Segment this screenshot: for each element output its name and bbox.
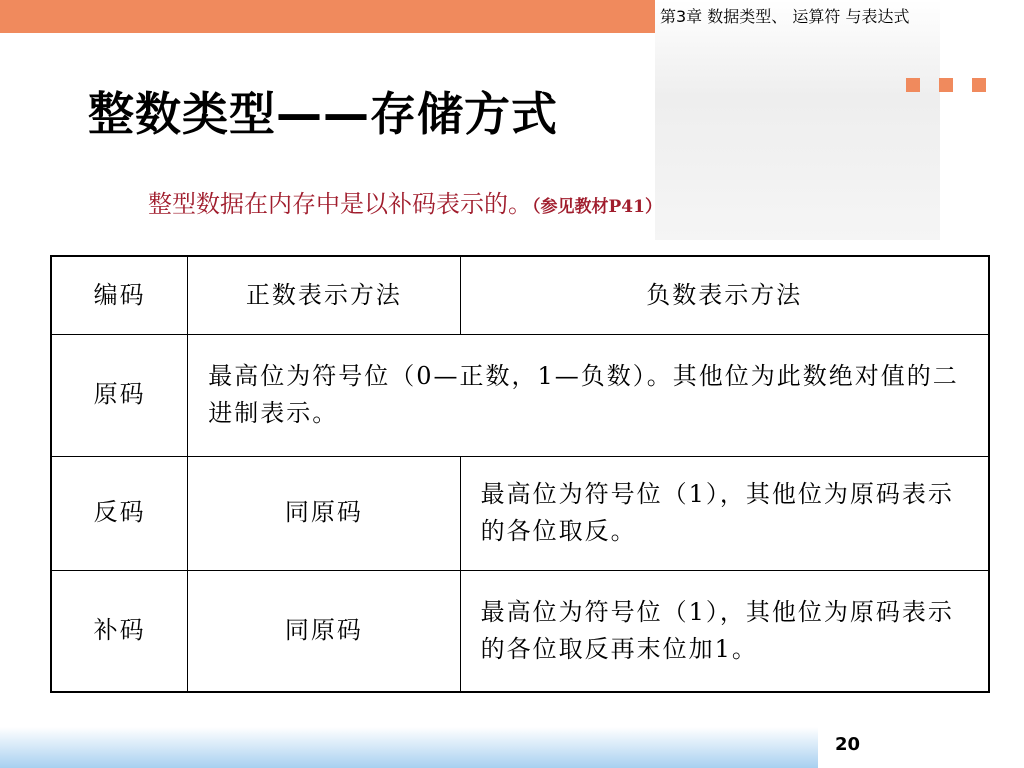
row-negative-cell: 最高位为符号位（1），其他位为原码表示的各位取反再末位加1。 xyxy=(460,570,989,692)
row-name-cell: 反码 xyxy=(51,456,188,570)
slide-title: 整数类型——存储方式 xyxy=(88,87,558,141)
decor-square xyxy=(972,78,986,92)
table-row xyxy=(51,570,989,692)
footer-band xyxy=(0,727,818,768)
decor-square xyxy=(906,78,920,92)
row-negative-cell: 最高位为符号位（1），其他位为原码表示的各位取反。 xyxy=(460,456,989,570)
header-cell-positive: 正数表示方法 xyxy=(188,256,460,334)
subtitle-main: 整型数据在内存中是以补码表示的。 xyxy=(148,190,532,218)
slide-subtitle xyxy=(148,184,662,219)
encoding-table xyxy=(50,255,990,693)
subtitle-reference: （参见教材P41） xyxy=(532,197,662,217)
decor-square xyxy=(939,78,953,92)
table-header-row xyxy=(51,256,989,334)
table-row xyxy=(51,456,989,570)
header-gray-panel xyxy=(655,0,940,240)
chapter-title: 第3章 数据类型、 运算符 与表达式 xyxy=(660,7,910,26)
row-name-cell: 补码 xyxy=(51,570,188,692)
row-positive-cell: 同原码 xyxy=(188,570,460,692)
row-merged-cell: 最高位为符号位（0—正数，1—负数）。其他位为此数绝对值的二进制表示。 xyxy=(188,334,989,456)
page-number: 20 xyxy=(835,734,861,755)
decor-squares xyxy=(906,78,986,92)
table-row xyxy=(51,334,989,456)
row-positive-cell: 同原码 xyxy=(188,456,460,570)
header-cell-encoding: 编码 xyxy=(51,256,188,334)
header-band xyxy=(0,0,655,33)
header-cell-negative: 负数表示方法 xyxy=(460,256,989,334)
row-name-cell: 原码 xyxy=(51,334,188,456)
